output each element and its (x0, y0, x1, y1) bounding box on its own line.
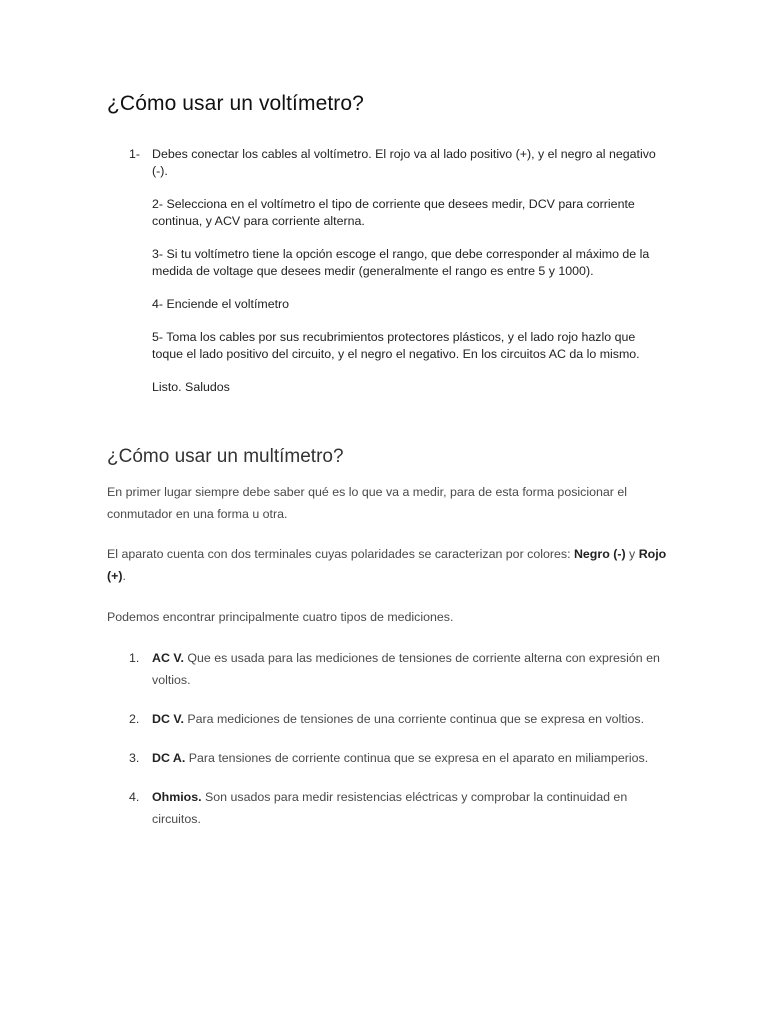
list-item (129, 196, 669, 230)
list-item (129, 786, 664, 830)
list-item (129, 329, 669, 363)
terminals-text-before: El aparato cuenta con dos terminales cuyas polaridades se caracterizan por colores: (107, 547, 574, 561)
terminals-text-middle: y (625, 547, 639, 561)
list-item-number: 3. (129, 751, 140, 765)
measurement-term: AC V. (152, 651, 184, 665)
list-item (129, 747, 664, 769)
list-item-number: 1- (129, 147, 141, 161)
list-item (129, 708, 664, 730)
terminals-paragraph (107, 543, 667, 587)
multimetro-intro-paragraph: En primer lugar siempre debe saber qué es lo que va a medir, para de esta forma posicionar el conmutador en una forma u otra. (107, 485, 628, 521)
list-item (129, 146, 669, 180)
list-item (129, 296, 669, 313)
list-item (129, 647, 664, 691)
list-item (129, 379, 669, 396)
multimetro-heading: ¿Cómo usar un multímetro? (107, 446, 344, 467)
voltimetro-heading: ¿Cómo usar un voltímetro? (107, 92, 364, 115)
measurement-term: Ohmios. (152, 790, 202, 804)
voltimetro-steps-list (129, 146, 669, 412)
measurement-term: DC V. (152, 712, 184, 726)
negro-label: Negro (-) (573, 547, 626, 561)
list-item-number: 1. (129, 651, 140, 665)
list-item-number: 4. (129, 790, 140, 804)
list-item-text: Listo. Saludos (152, 380, 230, 394)
list-item-number: 2. (129, 712, 140, 726)
measurement-description: Para mediciones de tensiones de una corriente continua que se expresa en voltios. (183, 712, 645, 726)
list-item-text: 2- Selecciona en el voltímetro el tipo de corriente que desees medir, DCV para corriente continua, y ACV para corriente alterna. (152, 197, 635, 228)
measurement-description: Para tensiones de corriente continua que se expresa en el aparato en miliamperios. (185, 751, 649, 765)
measurement-description: Son usados para medir resistencias eléctricas y comprobar la continuidad en circuitos. (152, 790, 628, 826)
measurement-description: Que es usada para las mediciones de tensiones de corriente alterna con expresión en voltios. (152, 651, 660, 687)
list-item-text: Debes conectar los cables al voltímetro. El rojo va al lado positivo (+), y el negro al negativo (-). (152, 147, 656, 178)
list-item (129, 246, 669, 280)
types-intro-paragraph: Podemos encontrar principalmente cuatro tipos de mediciones. (107, 610, 454, 624)
list-item-text: 3- Si tu voltímetro tiene la opción escoge el rango, que debe corresponder al máximo de la medida de voltage que desees medir (generalmente el rango es entre 5 y 1000). (152, 247, 650, 278)
terminals-text-after: . (122, 569, 126, 583)
rojo-label: Rojo (+) (107, 547, 667, 583)
measurement-types-list (129, 647, 664, 847)
measurement-term: DC A. (152, 751, 186, 765)
list-item-text: 5- Toma los cables por sus recubrimientos protectores plásticos, y el lado rojo hazlo que toque el lado positivo del circuito, y el negro el negativo. En los circuitos AC da lo mismo. (152, 330, 640, 361)
list-item-text: 4- Enciende el voltímetro (152, 297, 290, 311)
